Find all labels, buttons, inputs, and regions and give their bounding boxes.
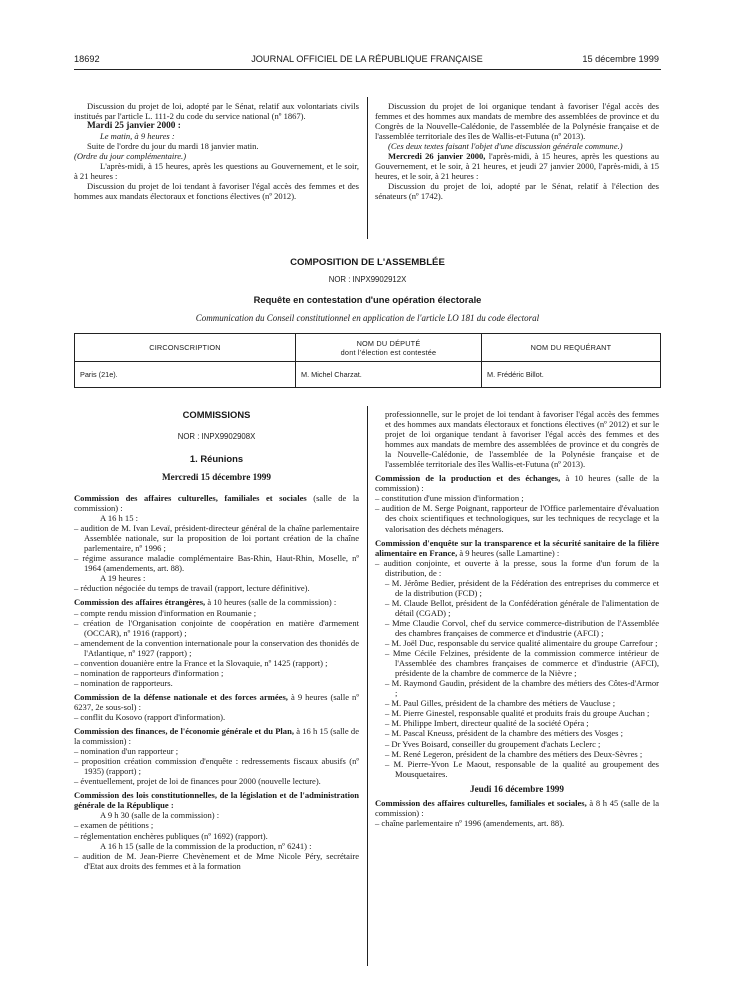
session-time: A 16 h 15 : (100, 513, 138, 524)
top-left-p1: Discussion du projet de loi, adopté par le Sénat, relatif aux volontariats civils institués par l'article L. 111-2 du code du service national (nº 1867). (74, 101, 359, 122)
commission-details: à 9 heures (salle Lamartine) : (457, 547, 560, 558)
commission-heading (375, 798, 659, 818)
participant-item: – M. Joël Duc, responsable du service qualité alimentaire du groupe Carrefour ; (385, 638, 658, 649)
commissions-right-column (375, 409, 659, 828)
agenda-item: – nomination d'un rapporteur ; (74, 746, 179, 757)
composition-subtitle: Requête en contestation d'une opération électorale (253, 294, 482, 305)
col-header-requerant: NOM DU REQUÉRANT (482, 334, 661, 362)
agenda-item: – audition conjointe, et ouverte à la presse, sous la forme d'un forum de la distribution, de : (375, 557, 659, 578)
commission-heading (74, 692, 359, 712)
cell-circonscription: Paris (21e). (75, 362, 296, 388)
participant-item: – M. René Legeron, président de la chambre des métiers des Deux-Sèvres ; (385, 748, 643, 759)
composition-title: COMPOSITION DE L'ASSEMBLÉE (290, 257, 445, 268)
participant-item: – M. Claude Bellot, président de la Confédération générale de l'alimentation de détail (CGAD) ; (385, 597, 659, 618)
agenda-item: – constitution d'une mission d'information ; (375, 493, 524, 504)
top-right-p4: Discussion du projet de loi, adopté par le Sénat, relatif à l'élection des sénateurs (nº 1742). (375, 181, 659, 202)
reunions-heading: 1. Réunions (189, 453, 244, 464)
commission-heading (74, 726, 359, 746)
commission-details: (salle de la commission) : (74, 493, 360, 514)
top-left-p6: Discussion du projet de loi tendant à favoriser l'égal accès des femmes et des hommes aux mandats électoraux et fonctions électives (nº 2012). (74, 181, 359, 202)
agenda-item: – nomination de rapporteurs. (74, 677, 173, 688)
commissions-nor: NOR : INPX9902908X (177, 432, 256, 441)
commission-heading (74, 597, 359, 607)
header-date: 15 décembre 1999 (582, 54, 659, 64)
header-rule (74, 69, 661, 70)
agenda-item: – régime assurance maladie complémentaire Bas-Rhin, Haut-Rhin, Moselle, nº 1964 (amendements, art. 88). (74, 553, 359, 574)
commission-name: Commission d'enquête sur la transparence et la sécurité sanitaire de la filière alimentaire en France, (375, 537, 659, 558)
commission-details: à 16 h 15 (salle de la commission) : (74, 726, 360, 747)
participant-item: – M. Pierre-Yvon Le Maout, responsable de la qualité au groupement des Mousquetaires. (385, 758, 659, 779)
agenda-item: – nomination de rapporteurs d'information ; (74, 667, 224, 678)
agenda-item: – réglementation enchères publiques (nº 1692) (rapport). (74, 830, 268, 841)
commission-name: Commission de la production et des échanges, (375, 473, 561, 484)
commission-details: à 10 heures (salle de la commission) : (375, 473, 659, 494)
commission-heading (74, 493, 359, 513)
cell-requerant: M. Frédéric Billot. (482, 362, 661, 388)
composition-communication: Communication du Conseil constitutionnel en application de l'article LO 181 du code électoral (195, 313, 540, 323)
top-left-p4: (Ordre du jour complémentaire.) (74, 151, 187, 162)
agenda-item: – examen de pétitions ; (74, 820, 154, 831)
agenda-item: – conflit du Kosovo (rapport d'information). (74, 711, 226, 722)
session-time: A 19 heures : (100, 573, 146, 584)
commission-name: Commission de la défense nationale et des forces armées, (74, 691, 288, 702)
agenda-item: – audition de M. Jean-Pierre Chevènement et de Mme Nicole Péry, secrétaire d'Etat aux droits des femmes et à la formation (74, 850, 359, 871)
commissions-left-column (74, 489, 359, 871)
top-right-p1: Discussion du projet de loi organique tendant à favoriser l'égal accès des femmes et des hommes aux mandats de membre des assemblées de province et du Congrès de la Nouvelle-Calédonie, de l'assemblée de la Polynésie française et de l'assemblée territoriale des îles de Wallis-et-Futuna (nº 2013). (375, 101, 659, 142)
commission-heading (74, 790, 359, 810)
top-left-p5: L'après-midi, à 15 heures, après les questions au Gouvernement, et le soir, à 21 heures : (74, 161, 359, 182)
participant-item: – M. Jérôme Bedier, président de la Fédération des entreprises du commerce et de la distribution (FCD) ; (385, 577, 659, 598)
session-time: A 16 h 15 (salle de la commission de la production, nº 6241) : (100, 840, 312, 851)
commission-name: Commission des affaires étrangères, (74, 597, 206, 608)
participant-item: – Mme Cécile Felzines, présidente de la commission commerce intérieur de l'Assemblée des chambres françaises de commerce et d'industrie (AFCI), présidente de la chambre de commerce de la Nièvre ; (385, 648, 659, 679)
column-divider-bottom (367, 406, 368, 966)
top-left-p3: Suite de l'ordre du jour du mardi 18 janvier matin. (87, 141, 259, 152)
table-header-row (75, 334, 661, 362)
contestation-table (74, 333, 661, 388)
commission-heading (375, 473, 659, 493)
table-row (75, 362, 661, 388)
participant-item: – Mme Claudie Corvol, chef du service commerce-distribution de l'Assemblée des chambres françaises de commerce et d'industrie (AFCI) ; (385, 617, 659, 638)
participant-item: – M. Paul Gilles, président de la chambre des métiers de Vaucluse ; (385, 698, 616, 709)
participant-item: – M. Philippe Imbert, directeur qualité de la société Opéra ; (385, 718, 589, 729)
top-left-heading: Mardi 25 janvier 2000 : (87, 121, 181, 132)
commissions-title: COMMISSIONS (182, 409, 251, 420)
page-number: 18692 (74, 54, 100, 64)
participant-item: – M. Pascal Kneuss, président de la chambre des métiers des Vosges ; (385, 728, 623, 739)
agenda-item: – convention douanière entre la France et la Slovaquie, nº 1425 (rapport) ; (74, 657, 328, 668)
top-right-p3-rest: l'après-midi, à 15 heures, après les questions au Gouvernement, et le soir, à 21 heures, et jeudi 27 janvier 2000, l'après-midi, à 15 heures, et le soir, à 21 heures : (375, 151, 659, 182)
column-divider-top (367, 97, 368, 239)
cell-depute: M. Michel Charzat. (296, 362, 482, 388)
top-left-p2: Le matin, à 9 heures : (100, 131, 175, 142)
agenda-item: – proposition création commission d'enquête : redressements fiscaux abusifs (nº 1935) (rapport) ; (74, 756, 359, 777)
agenda-item: – chaîne parlementaire nº 1996 (amendements, art. 88). (375, 817, 565, 828)
agenda-item: – amendement de la convention internationale pour la conservation des thonidés de l'Atlantique, nº 1927 (rapport) ; (74, 637, 359, 658)
agenda-item: – compte rendu mission d'information en Roumanie ; (74, 607, 257, 618)
agenda-item: – audition de M. Ivan Levaï, président-directeur général de la chaîne parlementaire Assemblée nationale, sur la proposition de loi portant création de la chaîne parlementaire, nº 1996 ; (74, 523, 359, 554)
col-header-depute: NOM DU DÉPUTÉ dont l'élection est contestée (296, 334, 482, 362)
commission-name: Commission des finances, de l'économie générale et du Plan, (74, 726, 294, 737)
commission-details: à 10 heures (salle de la commission) : (205, 597, 337, 608)
session-time: A 9 h 30 (salle de la commission) : (100, 810, 220, 821)
commission-details: à 9 heures (salle nº 6237, 2e sous-sol) : (74, 691, 359, 712)
participant-item: – Dr Yves Boisard, conseiller du groupement d'achats Leclerc ; (385, 738, 601, 749)
composition-nor: NOR : INPX9902912X (328, 275, 407, 284)
top-left-column (74, 101, 359, 201)
day-heading-16: Jeudi 16 décembre 1999 (470, 783, 564, 794)
participant-item: – M. Raymond Gaudin, président de la chambre des métiers des Côtes-d'Armor ; (385, 678, 659, 699)
agenda-item: – réduction négociée du temps de travail (rapport, lecture définitive). (74, 583, 310, 594)
commission-details: à 8 h 45 (salle de la commission) : (375, 797, 659, 818)
participant-item: – M. Pierre Ginestel, responsable qualité et produits frais du groupe Auchan ; (385, 708, 650, 719)
day-heading-15: Mercredi 15 décembre 1999 (162, 472, 271, 482)
continued-paragraph: professionnelle, sur le projet de loi tendant à favoriser l'égal accès des femmes et des hommes aux mandats électoraux et fonctions électives (nº 2012) et sur le projet de loi organique tendant à favoriser l'égal accès des femmes et des hommes aux mandats de membre des assemblées de province et du congrès de la Nouvelle-Calédonie, de l'assemblée de la Polynésie française et de l'assemblée territoriale des îles Wallis-et-Futuna (nº 2013). (385, 409, 659, 470)
commission-name: Commission des lois constitutionnelles, de la législation et de l'administration générale de la République : (74, 790, 359, 811)
top-right-column (375, 101, 659, 201)
agenda-item: – création de l'Organisation conjointe de coopération en matière d'armement (OCCAR), nº 1916 (rapport) ; (74, 617, 359, 638)
commission-heading (375, 538, 659, 558)
top-right-p3-date: Mercredi 26 janvier 2000, (388, 151, 486, 162)
commission-name: Commission des affaires culturelles, familiales et sociales (74, 493, 307, 503)
agenda-item: – éventuellement, projet de loi de finances pour 2000 (nouvelle lecture). (74, 776, 321, 787)
top-right-p2: (Ces deux textes faisant l'objet d'une discussion générale commune.) (388, 141, 623, 152)
journal-title: JOURNAL OFFICIEL DE LA RÉPUBLIQUE FRANÇAISE (251, 54, 483, 64)
col-header-circonscription: CIRCONSCRIPTION (75, 334, 296, 362)
agenda-item: – audition de M. Serge Poignant, rapporteur de l'Office parlementaire d'évaluation des choix scientifiques et technologiques, sur les techniques de recyclage et la valorisation des déchets ménagers. (375, 503, 659, 534)
commission-name: Commission des affaires culturelles, familiales et sociales, (375, 797, 587, 808)
